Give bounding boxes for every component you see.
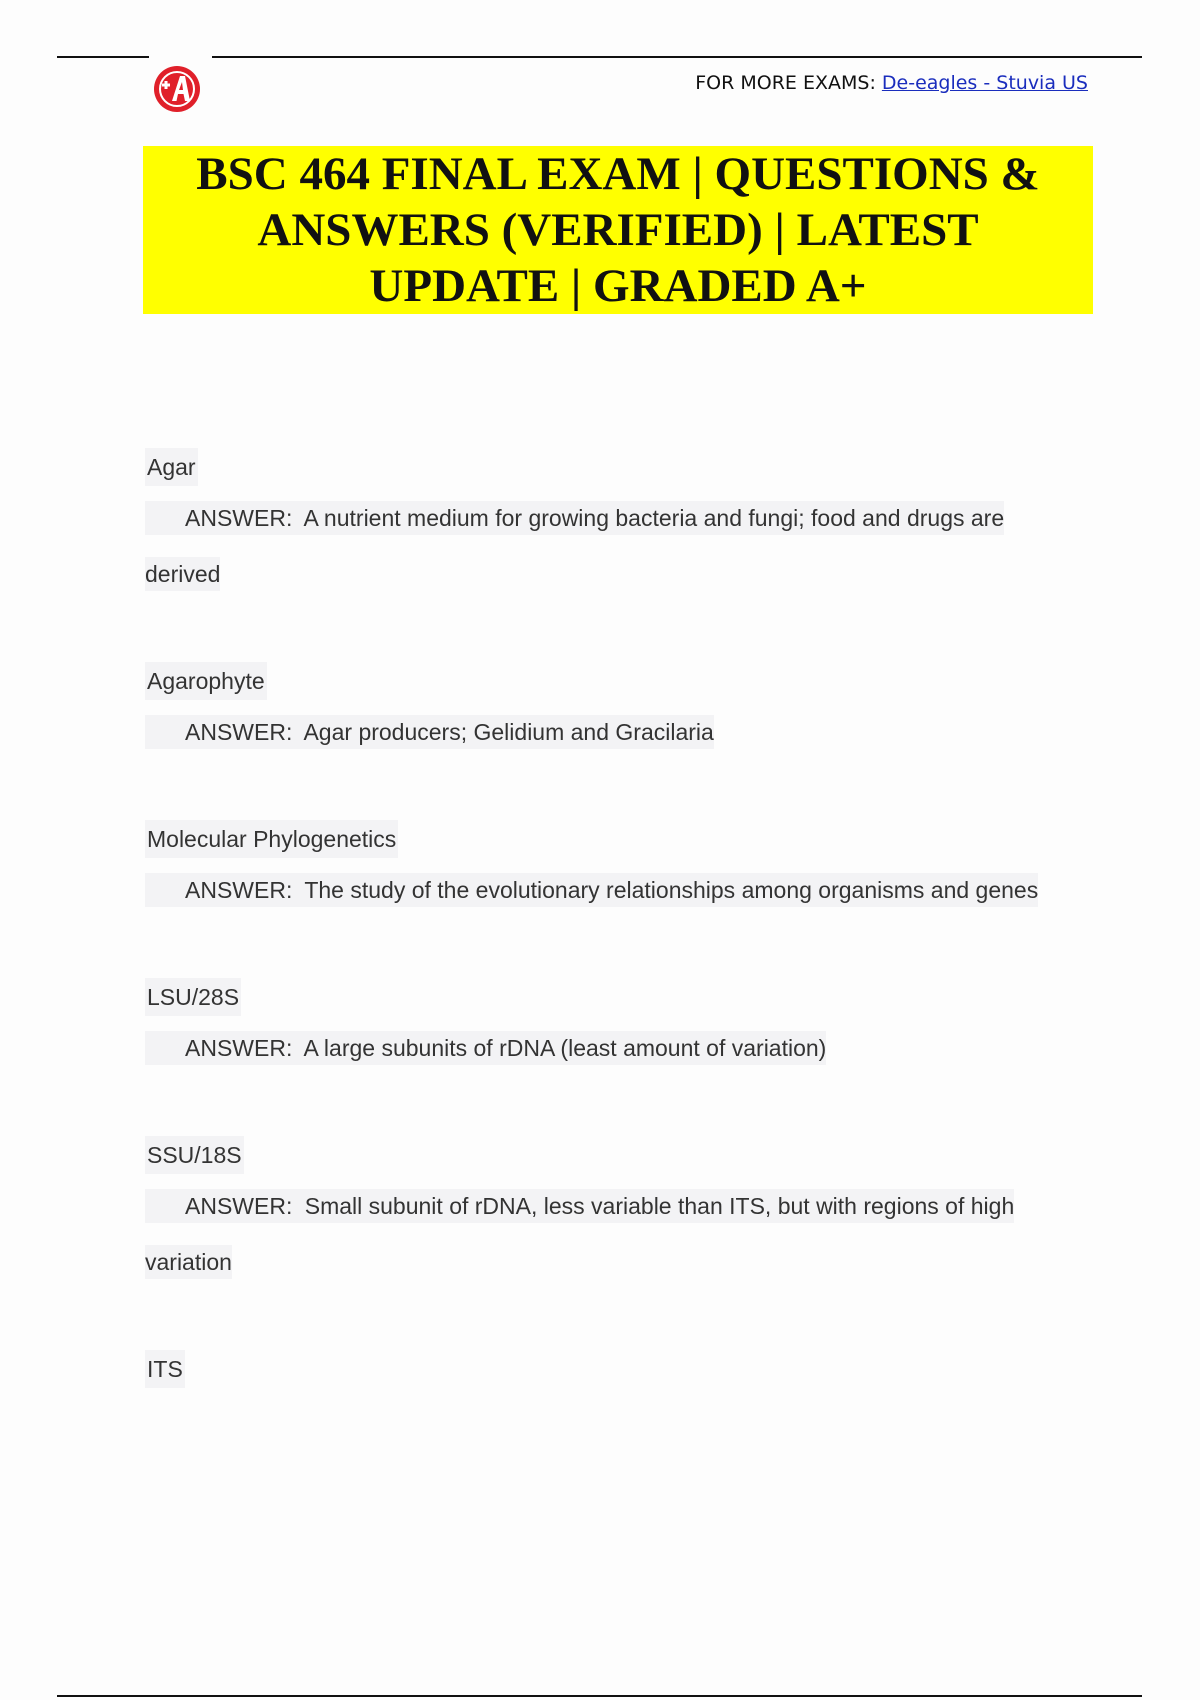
answer-label: ANSWER: bbox=[185, 719, 293, 745]
answer-text bbox=[145, 1178, 1085, 1290]
answer-text bbox=[145, 1020, 1085, 1076]
top-rule-right bbox=[212, 56, 1142, 58]
stuvia-link[interactable]: De-eagles - Stuvia US bbox=[881, 72, 1088, 94]
answer-body: A large subunits of rDNA (least amount of variation) bbox=[303, 1035, 827, 1061]
qa-item bbox=[145, 662, 1085, 760]
qa-item bbox=[145, 1350, 1085, 1388]
qa-item bbox=[145, 820, 1085, 918]
top-rule-left bbox=[57, 56, 149, 58]
answer-body: The study of the evolutionary relationships among organisms and genes bbox=[304, 877, 1039, 903]
page-title: BSC 464 FINAL EXAM | QUESTIONS & ANSWERS (VERIFIED) | LATEST UPDATE | GRADED A+ bbox=[196, 148, 1040, 312]
answer-body: Small subunit of rDNA, less variable than ITS, but with regions of high variation bbox=[145, 1193, 1015, 1275]
answer-body: A nutrient medium for growing bacteria and fungi; food and drugs are derived bbox=[145, 505, 1005, 587]
question-term: Agarophyte bbox=[145, 662, 267, 700]
question-term: LSU/28S bbox=[145, 978, 241, 1016]
question-term: Agar bbox=[145, 448, 198, 486]
answer-label: ANSWER: bbox=[185, 877, 293, 903]
qa-item bbox=[145, 448, 1085, 602]
answer-body: Agar producers; Gelidium and Gracilaria bbox=[303, 719, 714, 745]
answer-label: ANSWER: bbox=[185, 1035, 293, 1061]
qa-list bbox=[145, 448, 1085, 1448]
answer-text bbox=[145, 490, 1085, 602]
qa-item bbox=[145, 1136, 1085, 1290]
question-term: ITS bbox=[145, 1350, 185, 1388]
qa-item bbox=[145, 978, 1085, 1076]
question-term: SSU/18S bbox=[145, 1136, 244, 1174]
question-term: Molecular Phylogenetics bbox=[145, 820, 398, 858]
header-prefix: FOR MORE EXAMS: bbox=[695, 72, 876, 94]
title-banner bbox=[143, 146, 1093, 314]
answer-text bbox=[145, 704, 1085, 760]
answer-label: ANSWER: bbox=[185, 1193, 293, 1219]
answer-text bbox=[145, 862, 1085, 918]
header-more-exams bbox=[695, 72, 1088, 94]
answer-label: ANSWER: bbox=[185, 505, 293, 531]
bottom-rule bbox=[57, 1695, 1142, 1697]
logo-icon bbox=[150, 63, 204, 115]
